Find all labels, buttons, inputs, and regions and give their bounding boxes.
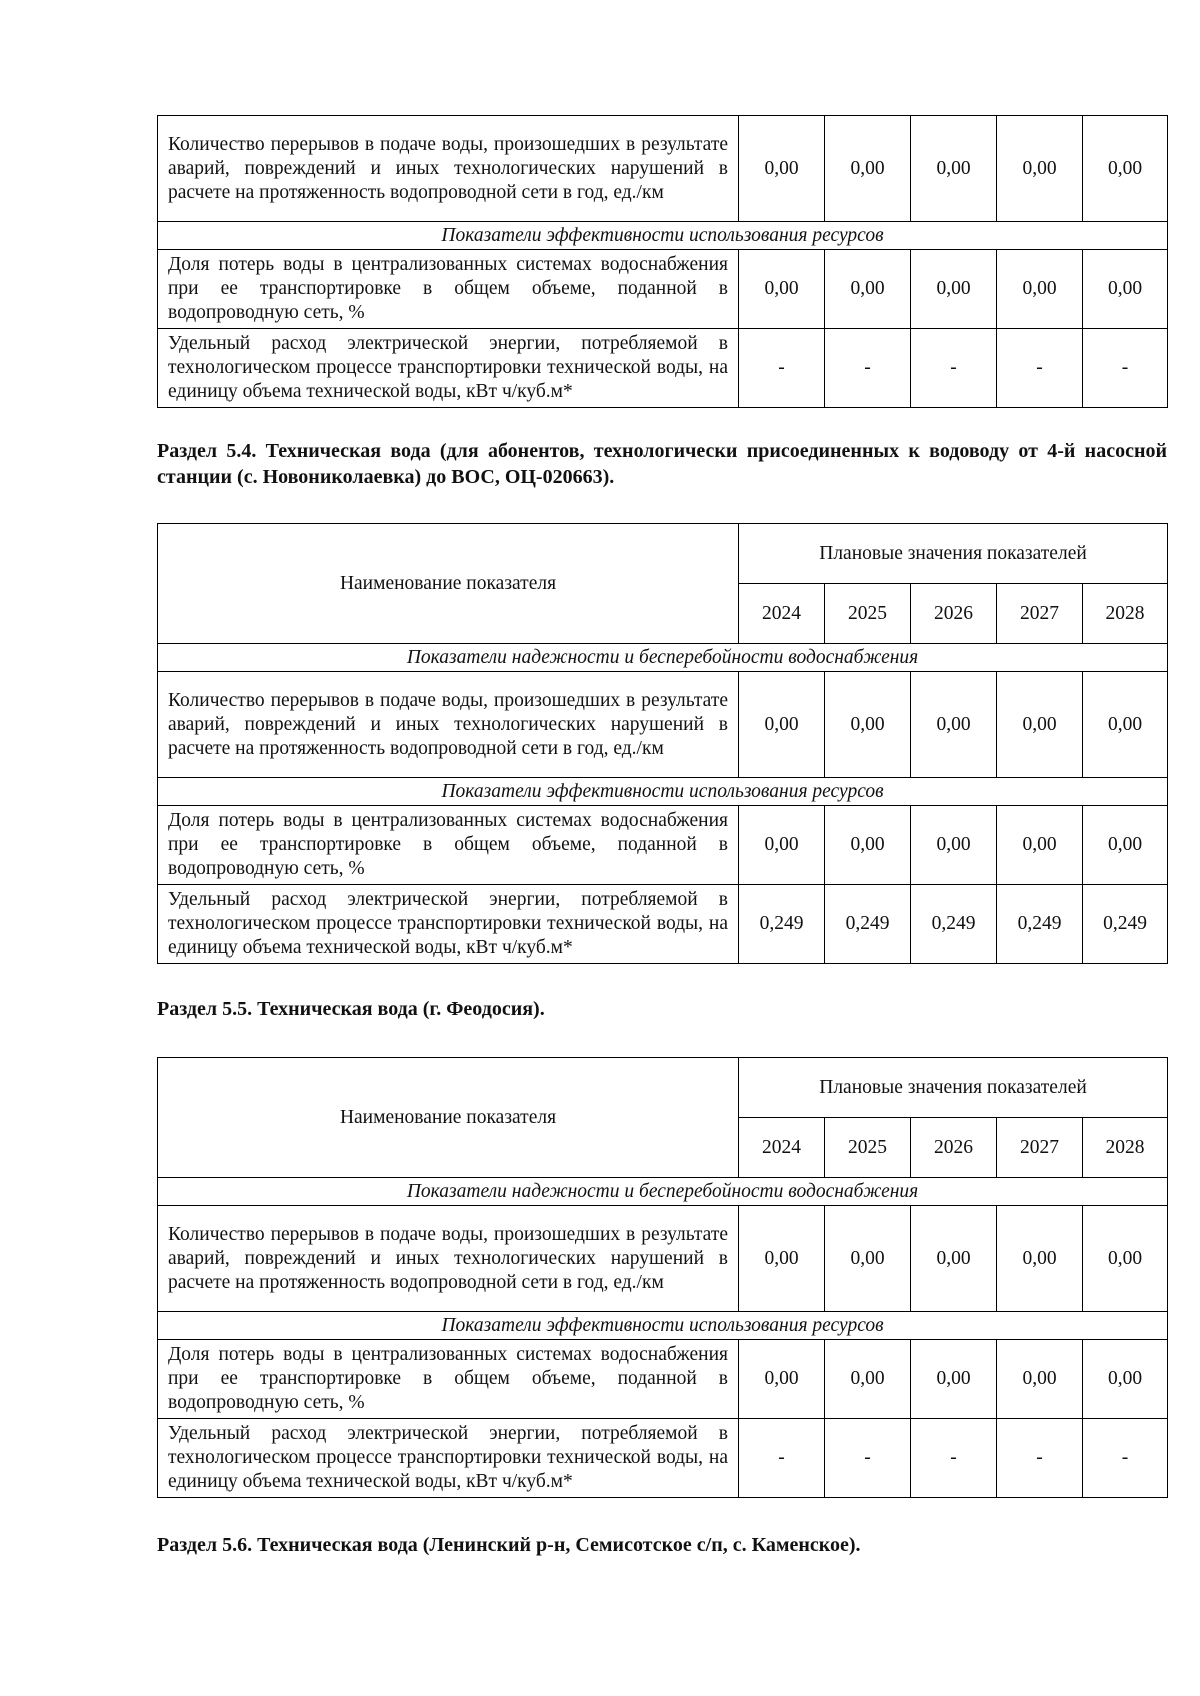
value-cell: 0,00 — [739, 250, 825, 329]
value-cell: - — [825, 329, 911, 408]
header-indicator-name: Наименование показателя — [158, 1058, 739, 1178]
year-header: 2024 — [739, 1118, 825, 1178]
value-cell: 0,00 — [911, 116, 997, 222]
value-cell: 0,00 — [825, 1340, 911, 1419]
header-row — [158, 1058, 1168, 1118]
table-row — [158, 329, 1168, 408]
year-header: 2024 — [739, 584, 825, 644]
category-row — [158, 1178, 1168, 1206]
value-cell: 0,00 — [1083, 1206, 1168, 1312]
table-row — [158, 1419, 1168, 1498]
indicator-name: Доля потерь воды в централизованных системах водоснабжения при ее транспортировке в общем объеме, поданной в водопроводную сеть, % — [158, 250, 739, 329]
value-cell: 0,00 — [825, 1206, 911, 1312]
indicators-table — [157, 523, 1168, 964]
category-row — [158, 222, 1168, 250]
table-row — [158, 1206, 1168, 1312]
value-cell: - — [911, 329, 997, 408]
value-cell: 0,00 — [825, 806, 911, 885]
year-header: 2025 — [825, 584, 911, 644]
year-header: 2026 — [911, 584, 997, 644]
value-cell: 0,00 — [739, 806, 825, 885]
value-cell: 0,00 — [911, 250, 997, 329]
value-cell: - — [739, 329, 825, 408]
header-row — [158, 524, 1168, 584]
category-label: Показатели эффективности использования ресурсов — [158, 778, 1168, 806]
value-cell: 0,00 — [997, 1340, 1083, 1419]
value-cell: - — [911, 1419, 997, 1498]
year-header: 2025 — [825, 1118, 911, 1178]
year-header: 2028 — [1083, 584, 1168, 644]
table-row — [158, 116, 1168, 222]
category-row — [158, 1312, 1168, 1340]
value-cell: 0,00 — [1083, 250, 1168, 329]
value-cell: 0,00 — [825, 672, 911, 778]
value-cell: 0,00 — [1083, 116, 1168, 222]
value-cell: 0,00 — [997, 1206, 1083, 1312]
value-cell: 0,00 — [997, 672, 1083, 778]
value-cell: 0,249 — [911, 885, 997, 964]
value-cell: 0,00 — [825, 250, 911, 329]
value-cell: 0,00 — [739, 672, 825, 778]
category-label: Показатели эффективности использования ресурсов — [158, 222, 1168, 250]
value-cell: 0,00 — [997, 250, 1083, 329]
year-header: 2027 — [997, 1118, 1083, 1178]
year-header: 2028 — [1083, 1118, 1168, 1178]
indicator-name: Удельный расход электрической энергии, потребляемой в технологическом процессе транспортировки технической воды, на единицу объема технической воды, кВт ч/куб.м* — [158, 885, 739, 964]
table-row — [158, 806, 1168, 885]
indicator-name: Доля потерь воды в централизованных системах водоснабжения при ее транспортировке в общем объеме, поданной в водопроводную сеть, % — [158, 806, 739, 885]
table-row — [158, 1340, 1168, 1419]
value-cell: 0,00 — [911, 672, 997, 778]
value-cell: - — [997, 329, 1083, 408]
value-cell: 0,249 — [1083, 885, 1168, 964]
category-label: Показатели надежности и бесперебойности водоснабжения — [158, 1178, 1168, 1206]
indicator-name: Удельный расход электрической энергии, потребляемой в технологическом процессе транспортировки технической воды, на единицу объема технической воды, кВт ч/куб.м* — [158, 1419, 739, 1498]
header-plan-values: Плановые значения показателей — [739, 524, 1168, 584]
indicators-table-continued — [157, 115, 1168, 408]
value-cell: - — [997, 1419, 1083, 1498]
category-row — [158, 778, 1168, 806]
indicator-name: Доля потерь воды в централизованных системах водоснабжения при ее транспортировке в общем объеме, поданной в водопроводную сеть, % — [158, 1340, 739, 1419]
table-row — [158, 885, 1168, 964]
indicator-name: Количество перерывов в подаче воды, произошедших в результате аварий, повреждений и иных технологических нарушений в расчете на протяженность водопроводной сети в год, ед./км — [158, 1206, 739, 1312]
section-heading: Раздел 5.6. Техническая вода (Ленинский р-н, Семисотское с/п, с. Каменское). — [157, 1534, 861, 1556]
value-cell: 0,00 — [911, 1206, 997, 1312]
value-cell: - — [1083, 329, 1168, 408]
value-cell: - — [739, 1419, 825, 1498]
value-cell: 0,00 — [911, 806, 997, 885]
section-heading: Раздел 5.4. Техническая вода (для абонентов, технологически присоединенных к водоводу от 4-й насосной станции (с. Новониколаевка) до ВОС, ОЦ-020663). — [157, 440, 1167, 488]
value-cell: - — [825, 1419, 911, 1498]
header-plan-values: Плановые значения показателей — [739, 1058, 1168, 1118]
category-row — [158, 644, 1168, 672]
value-cell: 0,00 — [1083, 1340, 1168, 1419]
section-heading: Раздел 5.5. Техническая вода (г. Феодосия). — [157, 998, 545, 1020]
year-header: 2026 — [911, 1118, 997, 1178]
value-cell: 0,00 — [911, 1340, 997, 1419]
value-cell: 0,00 — [825, 116, 911, 222]
indicator-name: Количество перерывов в подаче воды, произошедших в результате аварий, повреждений и иных технологических нарушений в расчете на протяженность водопроводной сети в год, ед./км — [158, 116, 739, 222]
value-cell: 0,249 — [739, 885, 825, 964]
category-label: Показатели надежности и бесперебойности водоснабжения — [158, 644, 1168, 672]
table-row — [158, 672, 1168, 778]
year-header: 2027 — [997, 584, 1083, 644]
table-row — [158, 250, 1168, 329]
value-cell: 0,00 — [1083, 672, 1168, 778]
indicator-name: Количество перерывов в подаче воды, произошедших в результате аварий, повреждений и иных технологических нарушений в расчете на протяженность водопроводной сети в год, ед./км — [158, 672, 739, 778]
value-cell: 0,00 — [739, 116, 825, 222]
category-label: Показатели эффективности использования ресурсов — [158, 1312, 1168, 1340]
value-cell: 0,249 — [997, 885, 1083, 964]
indicator-name: Удельный расход электрической энергии, потребляемой в технологическом процессе транспортировки технической воды, на единицу объема технической воды, кВт ч/куб.м* — [158, 329, 739, 408]
indicators-table — [157, 1057, 1168, 1498]
value-cell: 0,249 — [825, 885, 911, 964]
value-cell: 0,00 — [1083, 806, 1168, 885]
header-indicator-name: Наименование показателя — [158, 524, 739, 644]
value-cell: 0,00 — [739, 1340, 825, 1419]
value-cell: 0,00 — [997, 806, 1083, 885]
value-cell: - — [1083, 1419, 1168, 1498]
value-cell: 0,00 — [739, 1206, 825, 1312]
value-cell: 0,00 — [997, 116, 1083, 222]
